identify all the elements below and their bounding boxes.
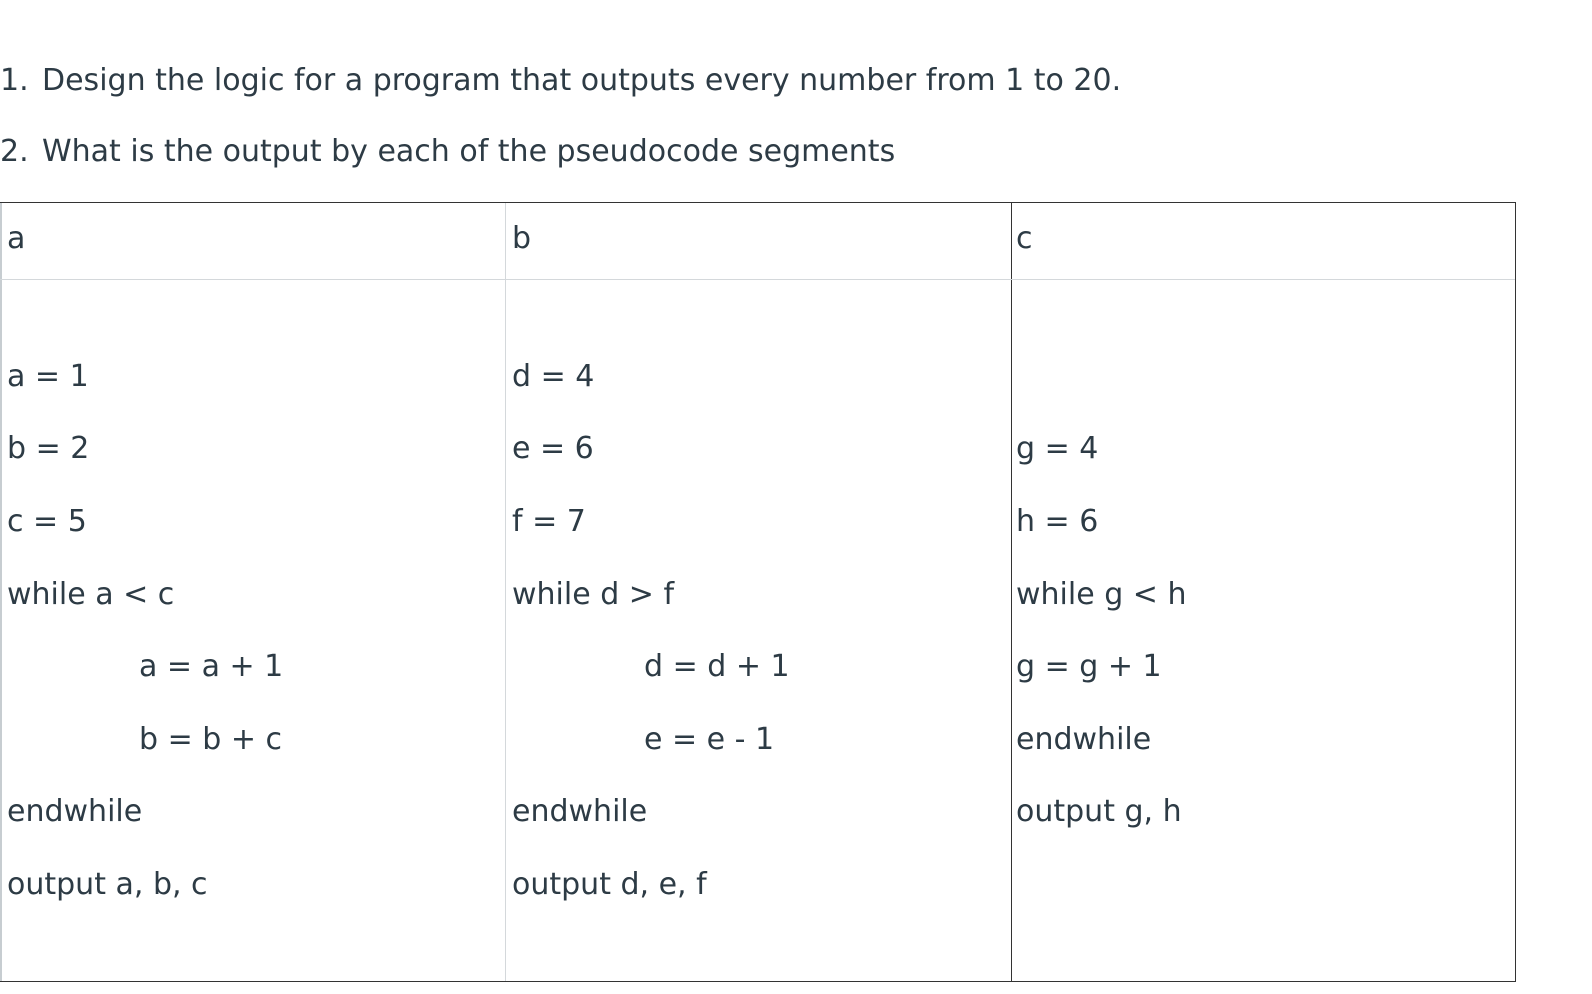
code-line: while d > f <box>512 577 675 612</box>
code-line-indented: d = d + 1 <box>644 649 790 684</box>
code-line: while a < c <box>7 577 175 612</box>
question-1-number: 1. <box>0 63 29 98</box>
column-header-b: b <box>512 221 532 256</box>
code-line: output a, b, c <box>7 867 208 902</box>
code-line: d = 4 <box>512 359 595 394</box>
code-line: h = 6 <box>1016 504 1099 539</box>
code-line: output g, h <box>1016 794 1182 829</box>
column-divider-b-c <box>1011 203 1012 981</box>
code-line: g = g + 1 <box>1016 649 1162 684</box>
question-2-text: What is the output by each of the pseudocode segments <box>42 134 896 169</box>
code-line: endwhile <box>1016 722 1152 757</box>
code-line-indented: b = b + c <box>139 722 282 757</box>
code-line: endwhile <box>512 794 648 829</box>
code-line: f = 7 <box>512 504 586 539</box>
column-header-a: a <box>7 221 26 256</box>
column-header-c: c <box>1016 221 1033 256</box>
question-1 <box>0 63 1121 99</box>
code-line: endwhile <box>7 794 143 829</box>
code-line-indented: e = e - 1 <box>644 722 775 757</box>
code-line: c = 5 <box>7 504 87 539</box>
code-line: a = 1 <box>7 359 89 394</box>
code-line: e = 6 <box>512 431 594 466</box>
code-line: g = 4 <box>1016 431 1099 466</box>
code-line: while g < h <box>1016 577 1187 612</box>
pseudocode-table <box>0 202 1516 982</box>
question-2-number: 2. <box>0 134 29 169</box>
question-2 <box>0 134 895 170</box>
header-row-divider <box>0 279 1515 280</box>
question-1-text: Design the logic for a program that outputs every number from 1 to 20. <box>42 63 1122 98</box>
column-divider-a-b <box>505 203 506 981</box>
code-line-indented: a = a + 1 <box>139 649 284 684</box>
code-line: output d, e, f <box>512 867 707 902</box>
code-line: b = 2 <box>7 431 90 466</box>
table-left-border <box>0 203 2 981</box>
